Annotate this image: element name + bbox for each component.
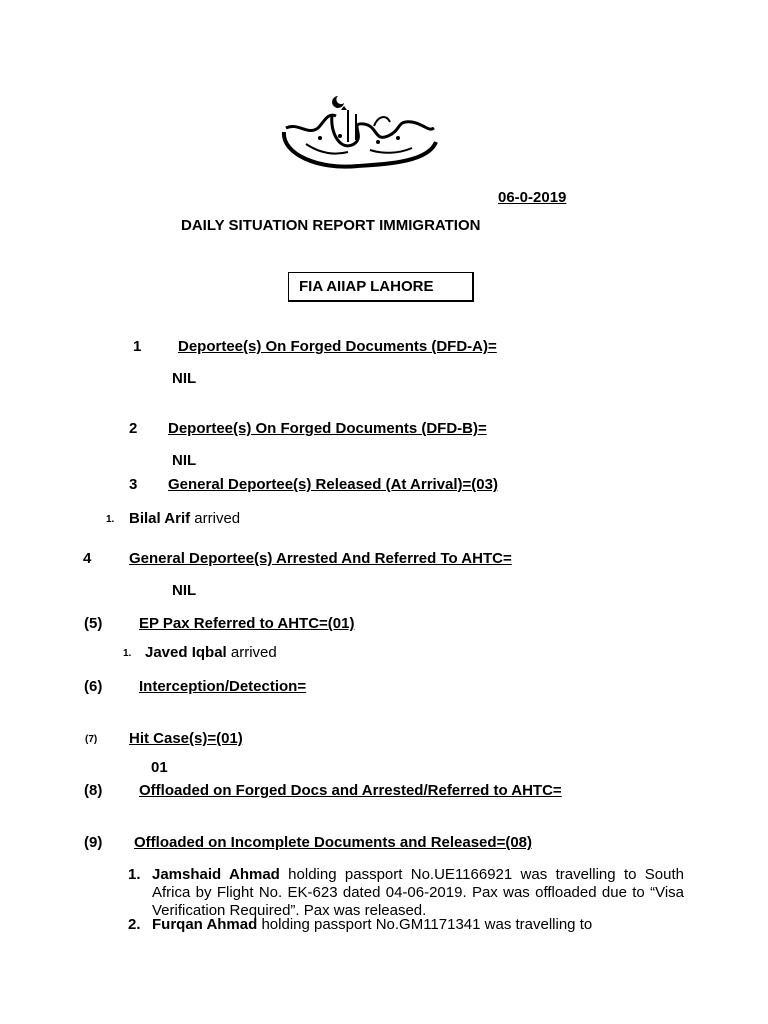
section-9-item-1	[128, 866, 684, 920]
section-5-item-number: 1.	[123, 648, 132, 659]
section-3-number: 3	[129, 476, 138, 493]
item-number: 2.	[128, 916, 141, 933]
section-1-heading: Deportee(s) On Forged Documents (DFD-A)=	[178, 338, 497, 355]
section-8-heading: Offloaded on Forged Docs and Arrested/Referred to AHTC=	[139, 782, 562, 799]
person-name: Bilal Arif	[129, 510, 191, 527]
person-status: arrived	[230, 644, 277, 661]
section-3-heading: General Deportee(s) Released (At Arrival)=(03)	[168, 476, 498, 493]
section-6-number: (6)	[84, 678, 103, 695]
person-status: arrived	[194, 510, 241, 527]
section-4-heading: General Deportee(s) Arrested And Referred To AHTC=	[129, 550, 512, 567]
section-1-number: 1	[133, 338, 142, 355]
section-6-heading: Interception/Detection=	[139, 678, 307, 695]
section-8-number: (8)	[84, 782, 103, 799]
section-3-item	[129, 510, 240, 527]
section-7-number: (7)	[85, 734, 98, 745]
section-5-number: (5)	[84, 615, 103, 632]
section-2-heading: Deportee(s) On Forged Documents (DFD-B)=	[168, 420, 487, 437]
item-text: holding passport No.UE1166921 was travelling to South Africa by Flight No. EK-623 dated 04-06-2019. Pax was offloaded due to “Visa Verification Required”. Pax was released.	[152, 866, 684, 919]
section-7-heading: Hit Case(s)=(01)	[129, 730, 243, 747]
section-4-number: 4	[83, 550, 92, 567]
section-3-item-number: 1.	[106, 514, 115, 525]
section-9-item-2	[128, 916, 684, 934]
section-1-value: NIL	[172, 370, 197, 387]
office-box	[288, 272, 474, 302]
person-name: Furqan Ahmad	[152, 916, 258, 933]
section-7-value: 01	[151, 759, 168, 776]
section-4-value: NIL	[172, 582, 197, 599]
fia-calligraphy-emblem-icon	[278, 92, 438, 172]
item-text: holding passport No.GM1171341 was travelling to	[261, 916, 593, 933]
person-name: Javed Iqbal	[145, 644, 227, 661]
section-9-number: (9)	[84, 834, 103, 851]
person-name: Jamshaid Ahmad	[152, 866, 280, 883]
office-name: FIA AIIAP LAHORE	[299, 278, 434, 295]
section-5-item	[145, 644, 277, 661]
report-date: 06-0-2019	[498, 189, 567, 206]
section-9-heading: Offloaded on Incomplete Documents and Released=(08)	[134, 834, 532, 851]
section-2-value: NIL	[172, 452, 197, 469]
report-title: DAILY SITUATION REPORT IMMIGRATION	[181, 217, 481, 234]
section-2-number: 2	[129, 420, 138, 437]
item-number: 1.	[128, 866, 141, 883]
section-5-heading: EP Pax Referred to AHTC=(01)	[139, 615, 355, 632]
